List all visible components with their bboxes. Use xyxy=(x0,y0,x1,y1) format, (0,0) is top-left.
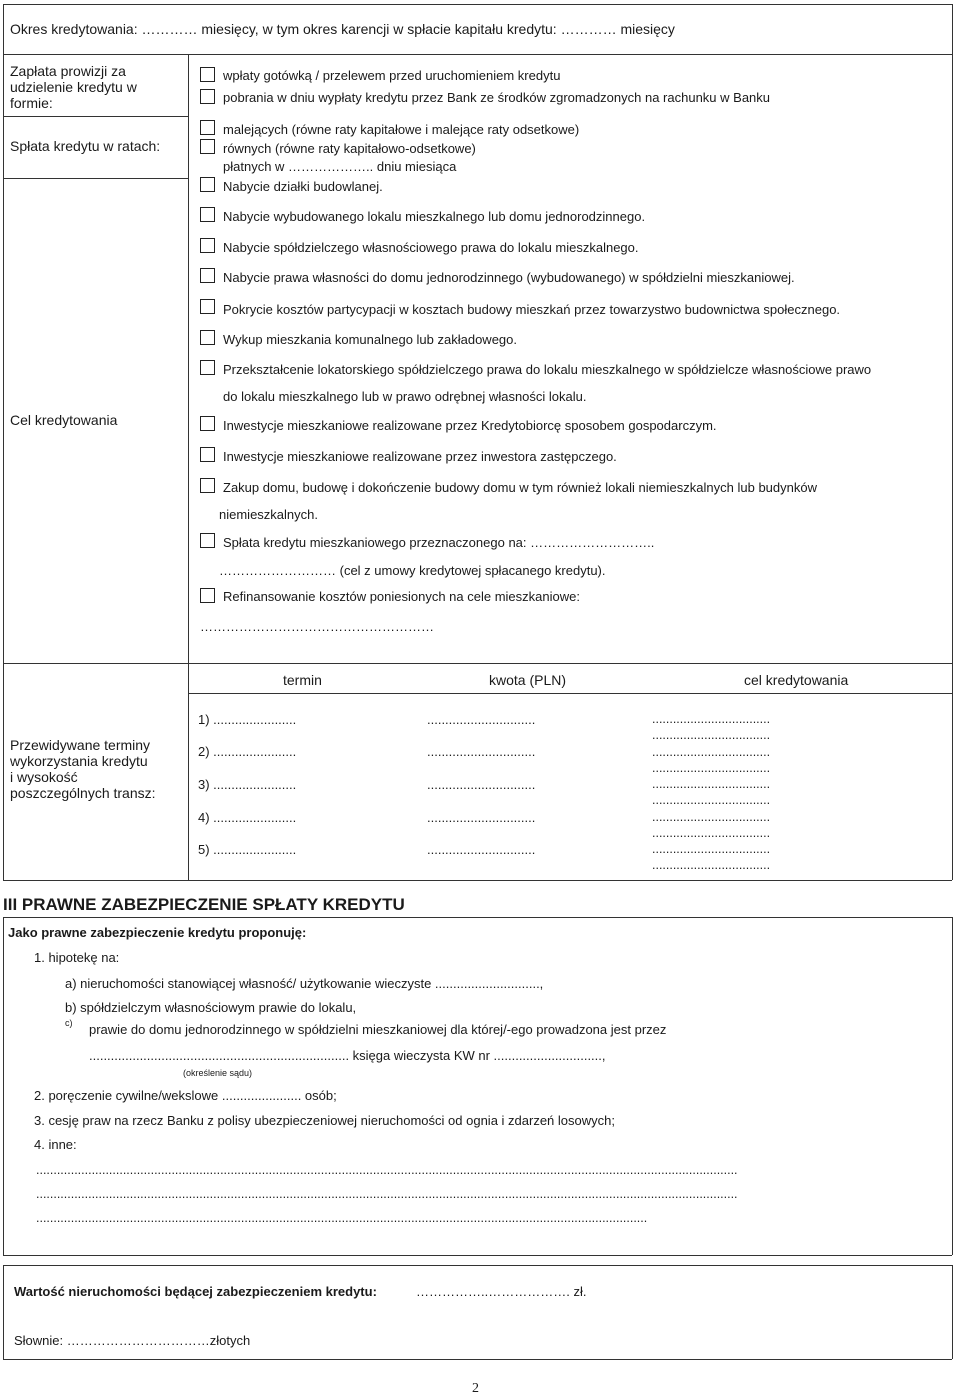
tranche-term: 5) ....................... xyxy=(198,842,297,857)
purpose-item: Spłata kredytu mieszkaniowego przeznaczonego na: ……………………….. xyxy=(223,535,655,550)
security-sub-a: a) nieruchomości stanowiącej własność/ użytkowanie wieczyste ............................., xyxy=(65,976,544,991)
purpose-item: Inwestycje mieszkaniowe realizowane przez Kredytobiorcę sposobem gospodarczym. xyxy=(223,418,717,433)
tranche-term: 2) ....................... xyxy=(198,744,297,759)
tranche-purpose: .................................. xyxy=(652,826,771,840)
tranche-purpose: .................................. xyxy=(652,858,771,872)
tranche-purpose: .................................. xyxy=(652,793,771,807)
purpose-item: Nabycie spółdzielczego własnościowego prawa do lokalu mieszkalnego. xyxy=(223,240,639,255)
security-sub-b: b) spółdzielczym własnościowym prawie do lokalu, xyxy=(65,1000,357,1015)
tranche-purpose: .................................. xyxy=(652,777,771,791)
security-item-other: 4. inne: xyxy=(34,1137,77,1152)
purpose-item: Nabycie wybudowanego lokalu mieszkalnego lub domu jednorodzinnego. xyxy=(223,209,646,224)
header-term: termin xyxy=(283,672,322,688)
purpose-item-continuation: niemieszkalnych. xyxy=(219,507,318,522)
purpose-conversion-checkbox[interactable] xyxy=(200,360,215,375)
purpose-substitute-investor-checkbox[interactable] xyxy=(200,447,215,462)
page-number: 2 xyxy=(472,1381,479,1396)
purpose-own-investment-checkbox[interactable] xyxy=(200,416,215,431)
purpose-item: Nabycie działki budowlanej. xyxy=(223,179,383,194)
commission-label: Zapłata prowizji za udzielenie kredytu w formie: xyxy=(10,63,137,111)
payment-day-line: płatnych w ……………….. dniu miesiąca xyxy=(223,159,457,174)
tranche-amount: .............................. xyxy=(427,810,536,825)
tranches-label: Przewidywane terminy wykorzystania kredytu i wysokość poszczególnych transz: xyxy=(10,737,156,801)
purpose-item: Zakup domu, budowę i dokończenie budowy domu w tym również lokali niemieszkalnych lub budynków xyxy=(223,480,817,495)
purpose-plot-checkbox[interactable] xyxy=(200,177,215,192)
property-value-blank: ……………..………………. zł. xyxy=(416,1284,587,1299)
security-item-mortgage: 1. hipotekę na: xyxy=(34,950,120,965)
purpose-item-continuation: do lokalu mieszkalnego lub w prawo odrębnej własności lokalu. xyxy=(223,389,587,404)
purpose-item: Refinansowanie kosztów poniesionych na cele mieszkaniowe: xyxy=(223,589,580,604)
installment-option: równych (równe raty kapitałowo-odsetkowe) xyxy=(223,141,476,156)
purpose-coop-right-checkbox[interactable] xyxy=(200,238,215,253)
tranche-purpose: .................................. xyxy=(652,712,771,726)
tranche-purpose: .................................. xyxy=(652,842,771,856)
value-in-words: Słownie: ……………………………złotych xyxy=(14,1333,251,1348)
header-purpose: cel kredytowania xyxy=(744,672,849,688)
purpose-item-continuation: ……………………………………………… xyxy=(200,619,434,634)
purpose-coop-house-checkbox[interactable] xyxy=(200,268,215,283)
purpose-item: Przekształcenie lokatorskiego spółdzielczego prawa do lokalu mieszkalnego w spółdzielcze własnościowe prawo xyxy=(223,362,872,377)
purpose-refinance-checkbox[interactable] xyxy=(200,588,215,603)
tranche-purpose: .................................. xyxy=(652,728,771,742)
commission-deduction-checkbox[interactable] xyxy=(200,89,215,104)
commission-option: pobrania w dniu wypłaty kredytu przez Bank ze środków zgromadzonych na rachunku w Banku xyxy=(223,90,771,105)
section-title: III PRAWNE ZABEZPIECZENIE SPŁATY KREDYTU xyxy=(3,895,405,914)
tranche-purpose: .................................. xyxy=(652,810,771,824)
installment-option: malejących (równe raty kapitałowe i malejące raty odsetkowe) xyxy=(223,122,580,137)
other-line: .......................................................................................................................................................................................................... xyxy=(36,1187,738,1201)
tranche-term: 1) ....................... xyxy=(198,712,297,727)
security-sub-c-mark: c) xyxy=(65,1018,73,1028)
purpose-house-construction-checkbox[interactable] xyxy=(200,478,215,493)
security-intro: Jako prawne zabezpieczenie kredytu proponuję: xyxy=(8,925,307,940)
header-amount: kwota (PLN) xyxy=(489,672,567,688)
tranche-term: 3) ....................... xyxy=(198,777,297,792)
commission-prepayment-checkbox[interactable] xyxy=(200,67,215,82)
tranche-term: 4) ....................... xyxy=(198,810,297,825)
purpose-item: Wykup mieszkania komunalnego lub zakładowego. xyxy=(223,332,517,347)
tranche-purpose: .................................. xyxy=(652,761,771,775)
purpose-municipal-checkbox[interactable] xyxy=(200,330,215,345)
security-item-assignment: 3. cesję praw na rzecz Banku z polisy ubezpieczeniowej nieruchomości od ognia i zdarzeń losowych; xyxy=(34,1113,615,1128)
purpose-item: Nabycie prawa własności do domu jednorodzinnego (wybudowanego) w spółdzielni mieszkaniowej. xyxy=(223,270,795,285)
property-value-label: Wartość nieruchomości będącej zabezpieczeniem kredytu: xyxy=(14,1284,377,1299)
tranche-amount: .............................. xyxy=(427,712,536,727)
purpose-tbs-checkbox[interactable] xyxy=(200,299,215,314)
purpose-repayment-checkbox[interactable] xyxy=(200,533,215,548)
loan-period-line: Okres kredytowania: ………… miesięcy, w tym okres karencji w spłacie kapitału kredytu: ………… miesięcy xyxy=(10,21,675,37)
tranche-amount: .............................. xyxy=(427,777,536,792)
purpose-item-continuation: ……………………… (cel z umowy kredytowej spłacanego kredytu). xyxy=(219,563,606,578)
installments-decreasing-checkbox[interactable] xyxy=(200,120,215,135)
purpose-label: Cel kredytowania xyxy=(10,412,118,428)
installments-label: Spłata kredytu w ratach: xyxy=(10,138,161,154)
purpose-apartment-checkbox[interactable] xyxy=(200,207,215,222)
security-sub-c: prawie do domu jednorodzinnego w spółdzielni mieszkaniowej dla której/-ego prowadzona jest przez xyxy=(89,1022,667,1037)
tranche-amount: .............................. xyxy=(427,744,536,759)
installments-equal-checkbox[interactable] xyxy=(200,139,215,154)
court-note: (określenie sądu) xyxy=(183,1068,253,1078)
land-register-line: ........................................................................ księga wieczysta KW nr .............................., xyxy=(89,1048,606,1063)
other-line: ................................................................................................................................................................................ xyxy=(36,1211,648,1225)
commission-option: wpłaty gotówką / przelewem przed uruchomieniem kredytu xyxy=(223,68,561,83)
other-line: .......................................................................................................................................................................................................... xyxy=(36,1163,738,1177)
security-item-guarantee: 2. poręczenie cywilne/wekslowe ...................... osób; xyxy=(34,1088,337,1103)
purpose-item: Pokrycie kosztów partycypacji w kosztach budowy mieszkań przez towarzystwo budownictwa społecznego. xyxy=(223,302,841,317)
purpose-item: Inwestycje mieszkaniowe realizowane przez inwestora zastępczego. xyxy=(223,449,617,464)
tranche-amount: .............................. xyxy=(427,842,536,857)
tranche-purpose: .................................. xyxy=(652,745,771,759)
